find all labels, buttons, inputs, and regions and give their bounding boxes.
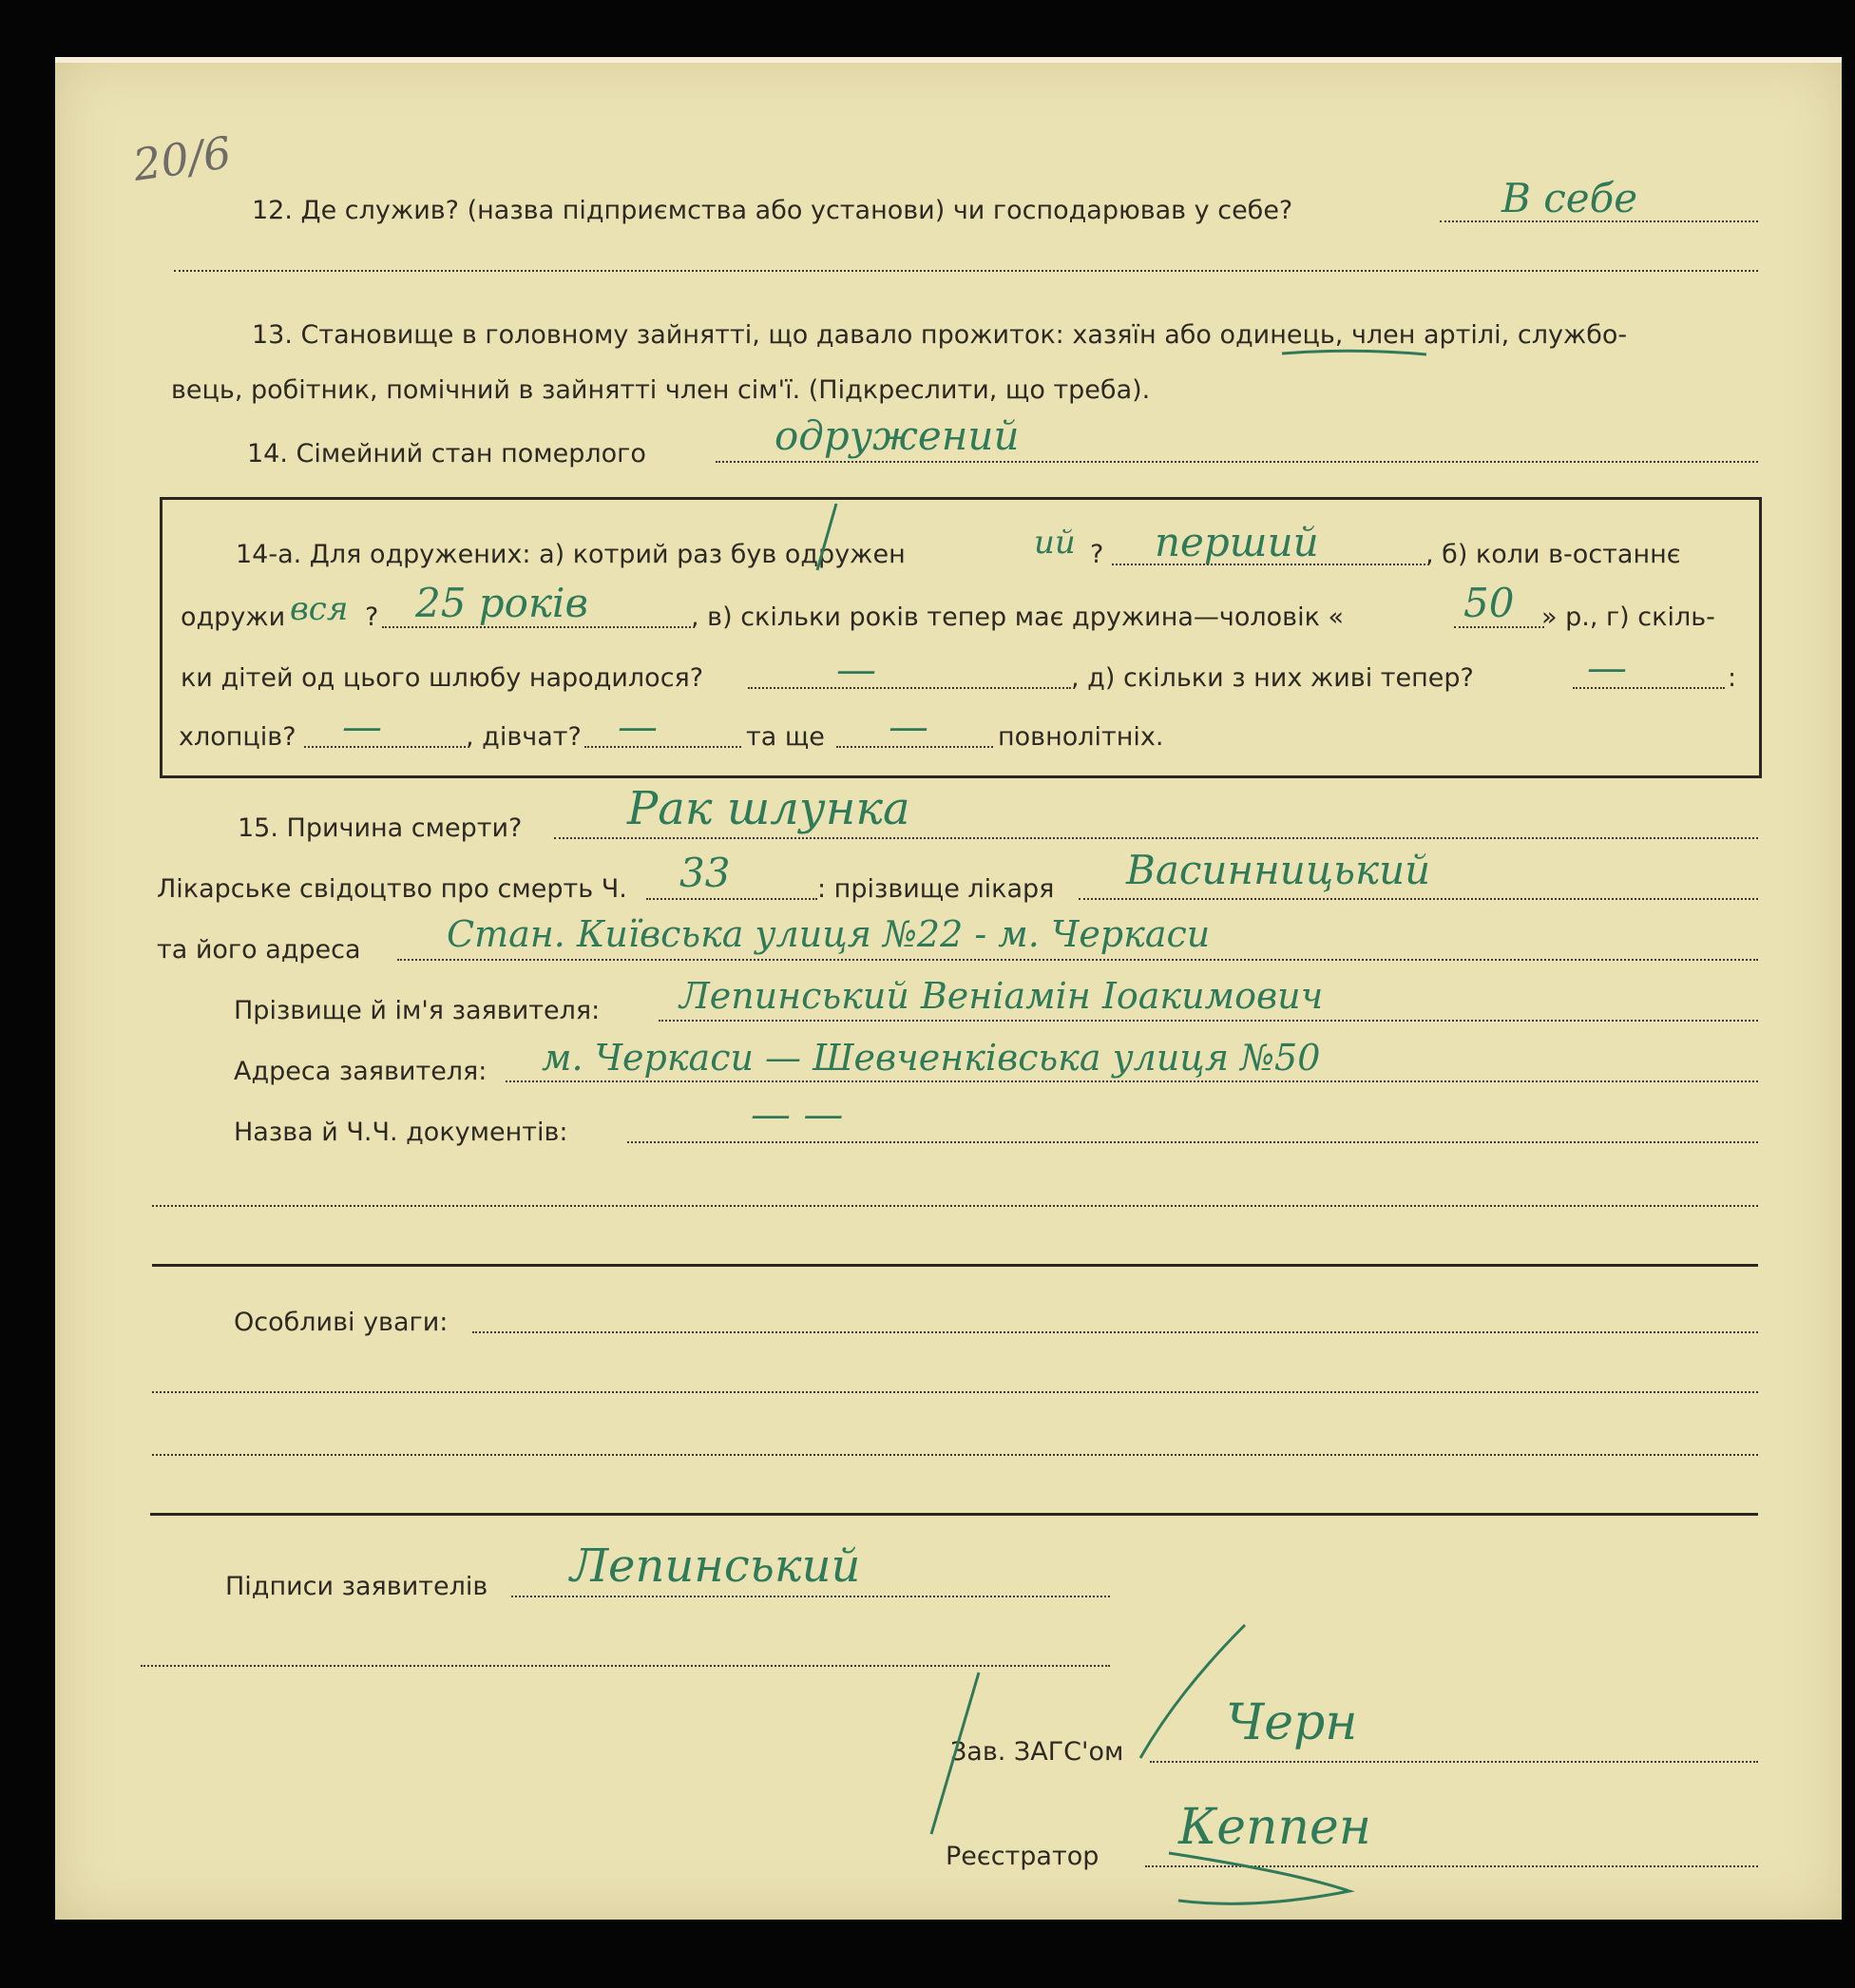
applicant-docs-label: Назва й Ч.Ч. документів: bbox=[234, 1118, 568, 1147]
q14a-line4-answer3: — bbox=[889, 703, 928, 750]
applicants-signature: Лепинський bbox=[570, 1539, 861, 1593]
q14a-line1-a: 14-а. Для одружених: а) котрий раз був одружен bbox=[236, 540, 906, 569]
q14a-line2-q: ? bbox=[365, 602, 379, 632]
applicant-name-answer: Лепинський Веніамін Іоакимович bbox=[679, 975, 1324, 1017]
q15-label: 15. Причина смерти? bbox=[238, 813, 523, 843]
q12-continuation-line[interactable] bbox=[174, 270, 1758, 272]
q14a-line2-answer-line[interactable] bbox=[382, 626, 691, 628]
doctor-cert-no: 33 bbox=[679, 850, 731, 896]
q13-line2: вець, робітник, помічний в зайнятті член сім'ї. (Підкреслити, що треба). bbox=[171, 375, 1151, 405]
q14-answer: одружений bbox=[775, 412, 1020, 459]
q14-answer-line[interactable] bbox=[716, 461, 1758, 463]
doctor-cert-line[interactable] bbox=[646, 898, 817, 900]
head-label: Зав. ЗАГС'ом bbox=[950, 1737, 1124, 1767]
applicant-docs-line[interactable] bbox=[627, 1141, 1758, 1143]
q14a-line3-a: ки дітей од цього шлюбу народилося? bbox=[181, 663, 704, 693]
applicant-name-line[interactable] bbox=[659, 1020, 1758, 1022]
q13-underline-mark bbox=[1278, 346, 1430, 359]
ink-stroke bbox=[779, 494, 865, 580]
notes-line-1[interactable] bbox=[472, 1331, 1758, 1333]
head-signature: Черн bbox=[1226, 1694, 1358, 1751]
q14-label: 14. Сімейний стан померлого bbox=[247, 439, 646, 468]
q14a-line4-d: повнолітніх. bbox=[998, 722, 1164, 752]
registrar-signature: Кеппен bbox=[1178, 1799, 1372, 1856]
doctor-addr-line[interactable] bbox=[397, 959, 1758, 961]
q14a-line3-answer: — bbox=[836, 646, 876, 693]
q14a-line3-answer2: — bbox=[1587, 644, 1627, 691]
applicant-continuation-line[interactable] bbox=[152, 1205, 1758, 1207]
q15-answer: Рак шлунка bbox=[627, 782, 910, 835]
notes-label: Особливі уваги: bbox=[234, 1308, 449, 1337]
applicant-addr-label: Адреса заявителя: bbox=[234, 1057, 488, 1086]
applicant-docs-answer: — — bbox=[751, 1091, 844, 1137]
q14a-line1-q: ? bbox=[1090, 540, 1104, 569]
doctor-name-line[interactable] bbox=[1079, 898, 1758, 900]
q14a-line2-answer2-line[interactable] bbox=[1454, 626, 1544, 628]
paper-top-edge bbox=[55, 57, 1842, 63]
q14a-line2-a: одружи bbox=[181, 602, 286, 632]
q14a-line4-b: , дівчат? bbox=[466, 722, 582, 752]
q14a-line2-suffix: вся bbox=[290, 590, 349, 628]
q12-label: 12. Де служив? (назва підприємства або установи) чи господарював у себе? bbox=[252, 196, 1293, 225]
q12-answer: В себе bbox=[1501, 175, 1638, 221]
q15-answer-line[interactable] bbox=[554, 837, 1758, 839]
q14a-line2-b: , в) скільки років тепер має дружина—чоловік « bbox=[691, 602, 1344, 632]
doctor-addr-answer: Стан. Київська улиця №22 - м. Черкаси bbox=[447, 913, 1211, 955]
doctor-cert-label: Лікарське свідоцтво про смерть Ч. bbox=[157, 874, 627, 904]
doctor-name-label: : прізвище лікаря bbox=[817, 874, 1055, 904]
applicants-signature-label: Підписи заявителів bbox=[225, 1572, 488, 1601]
q14a-line4-answer-line[interactable] bbox=[304, 746, 466, 748]
section-divider-2 bbox=[150, 1513, 1758, 1516]
q14a-line4-a: хлопців? bbox=[179, 722, 296, 752]
q14a-line4-c: та ще bbox=[746, 722, 825, 752]
q14a-line3-c: : bbox=[1728, 663, 1737, 693]
q14a-line1-b: , б) коли в-останнє bbox=[1425, 540, 1681, 569]
q14a-line4-answer: — bbox=[342, 703, 382, 750]
pencil-note: 20/6 bbox=[129, 126, 235, 191]
q14a-line3-answer-line[interactable] bbox=[748, 687, 1071, 689]
notes-line-2[interactable] bbox=[152, 1391, 1758, 1393]
registrar-label: Реєстратор bbox=[946, 1842, 1100, 1871]
q14a-line2-c: » р., г) скіль- bbox=[1541, 602, 1715, 632]
q14a-line4-answer2-line[interactable] bbox=[584, 746, 741, 748]
applicant-addr-answer: м. Черкаси — Шевченківська улиця №50 bbox=[542, 1037, 1321, 1079]
applicant-addr-line[interactable] bbox=[506, 1080, 1758, 1082]
doctor-addr-label: та його адреса bbox=[157, 935, 361, 965]
q13-line1: 13. Становище в головному зайнятті, що давало прожиток: хазяїн або одинець, член артілі, службо- bbox=[252, 320, 1628, 350]
q14a-line2-answer2: 50 bbox=[1463, 580, 1515, 626]
q14a-line3-b: , д) скільки з них живі тепер? bbox=[1071, 663, 1474, 693]
q14a-line4-answer2: — bbox=[618, 703, 658, 750]
section-divider-1 bbox=[152, 1264, 1758, 1267]
applicants-signature-line[interactable] bbox=[511, 1596, 1110, 1597]
signature-flourish bbox=[893, 1615, 1387, 1920]
doctor-name-answer: Васинницький bbox=[1126, 847, 1431, 893]
notes-line-3[interactable] bbox=[152, 1454, 1758, 1456]
applicant-name-label: Прізвище й ім'я заявителя: bbox=[234, 996, 601, 1025]
q14a-line2-answer: 25 років bbox=[415, 580, 588, 626]
q14a-line1-suffix: ий bbox=[1034, 524, 1076, 562]
q14a-line1-answer: перший bbox=[1155, 519, 1319, 565]
